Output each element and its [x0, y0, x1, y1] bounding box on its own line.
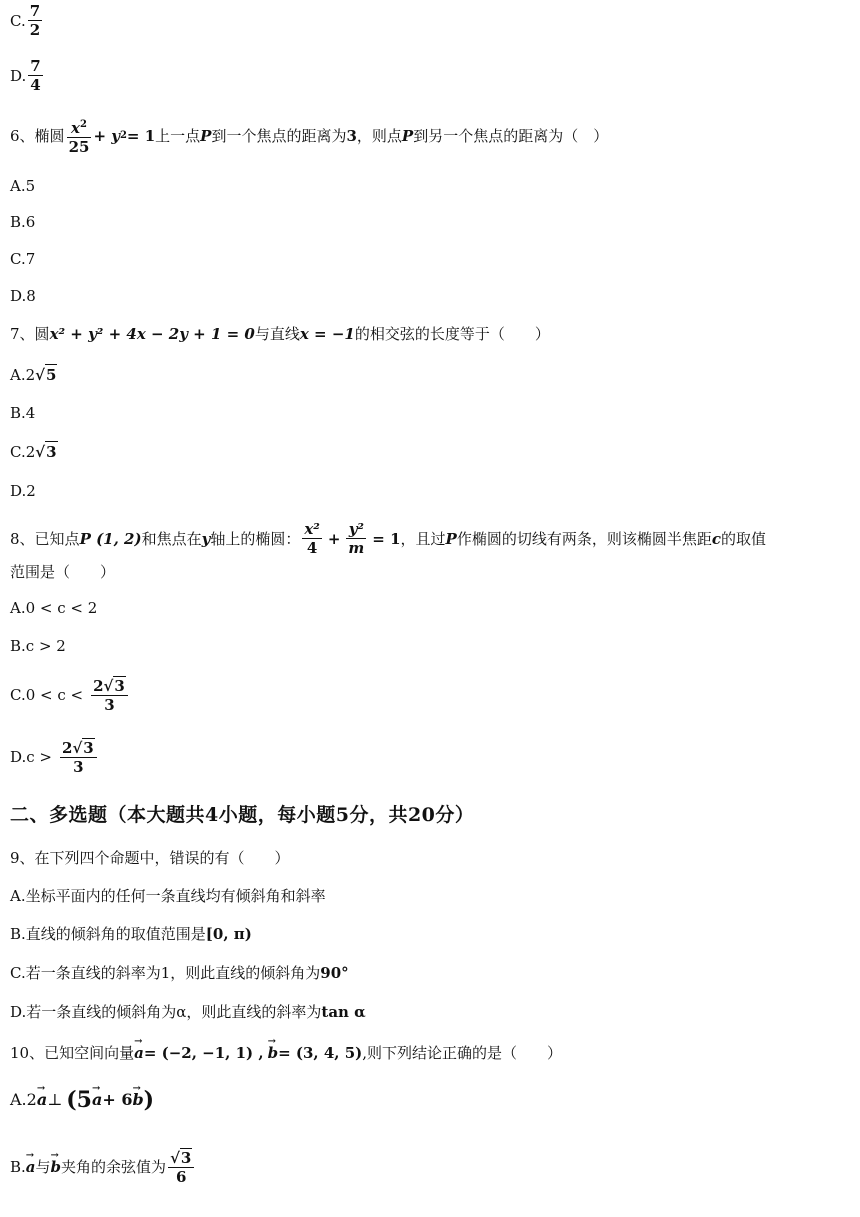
option-text: 与: [35, 1158, 51, 1176]
math-expr: = 1: [372, 529, 401, 548]
q5-option-d: [10, 57, 45, 94]
stem-text: ,则下列结论正确的是（ ）: [362, 1044, 563, 1062]
math-expr: tan α: [321, 1003, 366, 1021]
q9-option-b: [10, 924, 252, 944]
question-number: 8、: [10, 529, 35, 548]
q9-option-a: A.坐标平面内的任何一条直线均有倾斜角和斜率: [10, 887, 326, 905]
q6-option-c: C.7: [10, 250, 36, 268]
math-expr: ): [143, 1087, 155, 1113]
vector-b: → b: [268, 1043, 279, 1063]
q6-option-d: D.8: [10, 287, 36, 305]
math-expr: (5: [66, 1087, 92, 1113]
option-label: A.2: [10, 365, 36, 384]
math-expr: [0, π): [205, 925, 252, 943]
fraction-numerator: $x^2$: [71, 119, 87, 137]
fraction-numerator: y²: [348, 520, 364, 538]
math-var: P: [401, 127, 414, 145]
q10-option-a: [10, 1087, 155, 1113]
math-number: 3: [346, 127, 357, 145]
fraction-denominator: 2: [29, 21, 41, 39]
q7-stem: [10, 324, 550, 344]
perp-symbol: ⊥: [47, 1090, 63, 1109]
stem-text: ，则点: [356, 127, 402, 145]
q8-option-b: B.c > 2: [10, 637, 66, 655]
vector-a: → a: [37, 1090, 47, 1110]
q10-stem: [10, 1043, 562, 1063]
stem-text: 和焦点在: [141, 529, 202, 548]
option-text: D.若一条直线的倾斜角为α，则此直线的斜率为: [10, 1003, 322, 1021]
q8-option-c: [10, 676, 130, 714]
stem-text: 10、已知空间向量: [10, 1044, 135, 1062]
fraction: [346, 520, 366, 557]
vector-a: → a: [92, 1090, 102, 1110]
stem-text: ，且过: [400, 529, 446, 548]
stem-text: 与直线: [254, 325, 300, 343]
option-text: B.直线的倾斜角的取值范围是: [10, 925, 206, 943]
option-label: C.: [10, 11, 26, 30]
q8-option-d: [10, 738, 99, 776]
math-var: P: [200, 127, 212, 145]
math-expr: = (−2, −1, 1) ,: [143, 1044, 264, 1062]
stem-text: 到另一个焦点的距离为（ ）: [413, 127, 609, 145]
option-label: D.c >: [10, 748, 52, 766]
math-expr: x² + y² + 4x − 2y + 1 = 0: [49, 325, 255, 343]
stem-text: 椭圆: [34, 127, 65, 145]
math-var: y: [201, 529, 211, 548]
q8-option-a: A.0 < c < 2: [10, 599, 98, 617]
math-expr: + y: [93, 127, 120, 145]
option-label: C.0 < c <: [10, 686, 84, 704]
q6-stem: [10, 116, 608, 156]
fraction-numerator: √ 3: [170, 1149, 192, 1167]
sqrt: √ 5: [35, 366, 57, 384]
math-expr: P (1, 2): [79, 529, 142, 548]
q10-option-b: [10, 1148, 196, 1186]
fraction-denominator: 3: [104, 696, 115, 714]
q9-option-d: [10, 1002, 366, 1022]
fraction-denominator: 3: [73, 758, 84, 776]
fraction-numerator: 7: [29, 2, 41, 20]
fraction: [28, 2, 42, 39]
option-text: 夹角的余弦值为: [61, 1158, 167, 1176]
fraction-denominator: 4: [306, 539, 318, 557]
q7-option-d: D.2: [10, 482, 36, 500]
fraction: [302, 520, 322, 557]
q6-option-a: A.5: [10, 177, 36, 195]
vector-b: → b: [132, 1090, 143, 1110]
math-op: +: [327, 529, 341, 548]
math-sup: 2: [119, 130, 127, 141]
q7-option-c: [10, 441, 58, 462]
question-number: 7、: [10, 325, 35, 343]
q6-option-b: B.6: [10, 213, 36, 231]
math-expr: 90°: [320, 964, 349, 982]
fraction: [28, 57, 42, 94]
fraction: [67, 116, 92, 156]
math-expr: = 1: [126, 127, 156, 145]
stem-text: 到一个焦点的距离为: [211, 127, 347, 145]
fraction-numerator: 2 √ 3: [62, 739, 94, 757]
option-label: A.2: [10, 1090, 37, 1109]
math-expr: = (3, 4, 5): [278, 1044, 363, 1062]
stem-text: 上一点: [155, 127, 201, 145]
fraction-numerator: 7: [30, 57, 41, 75]
stem-text: 的相交弦的长度等于（ ）: [354, 325, 550, 343]
q9-stem: 9、在下列四个命题中，错误的有（ ）: [10, 849, 290, 867]
fraction-numerator: x²: [304, 520, 320, 538]
stem-text: 已知点: [34, 529, 80, 548]
stem-text: 圆: [34, 325, 50, 343]
option-label: D.: [10, 66, 27, 85]
fraction: [168, 1148, 194, 1186]
fraction-denominator: m: [348, 539, 365, 557]
sqrt: √ 3: [35, 443, 57, 461]
q5-option-c: [10, 2, 44, 39]
stem-text: 轴上的椭圆：: [210, 529, 301, 548]
vector-a: → a: [26, 1157, 36, 1177]
q8-stem-line2: 范围是（ ）: [10, 563, 116, 581]
math-expr: x = −1: [299, 325, 355, 343]
q8-stem-line1: [10, 520, 766, 557]
math-var: P: [445, 529, 457, 548]
section-heading: 二、多选题（本大题共4小题，每小题5分，共20分）: [10, 804, 475, 826]
fraction: [91, 676, 128, 714]
option-text: C.若一条直线的斜率为1，则此直线的倾斜角为: [10, 964, 321, 982]
option-label: B.: [10, 1158, 26, 1176]
q7-option-b: B.4: [10, 404, 36, 422]
vector-b: → b: [51, 1157, 62, 1177]
stem-text: 的取值: [720, 529, 766, 548]
math-var: c: [711, 529, 721, 548]
fraction: [60, 738, 97, 776]
fraction-denominator: 6: [175, 1168, 187, 1186]
option-label: C.2: [10, 442, 36, 461]
math-expr: + 6: [102, 1090, 133, 1109]
fraction-numerator: 2 √ 3: [93, 677, 125, 695]
question-number: 6、: [10, 127, 35, 145]
fraction-denominator: 25: [68, 138, 90, 156]
vector-a: → a: [134, 1043, 144, 1063]
q7-option-a: [10, 364, 57, 385]
q9-option-c: [10, 963, 349, 983]
stem-text: 作椭圆的切线有两条，则该椭圆半焦距: [456, 529, 712, 548]
fraction-denominator: 4: [30, 76, 41, 94]
